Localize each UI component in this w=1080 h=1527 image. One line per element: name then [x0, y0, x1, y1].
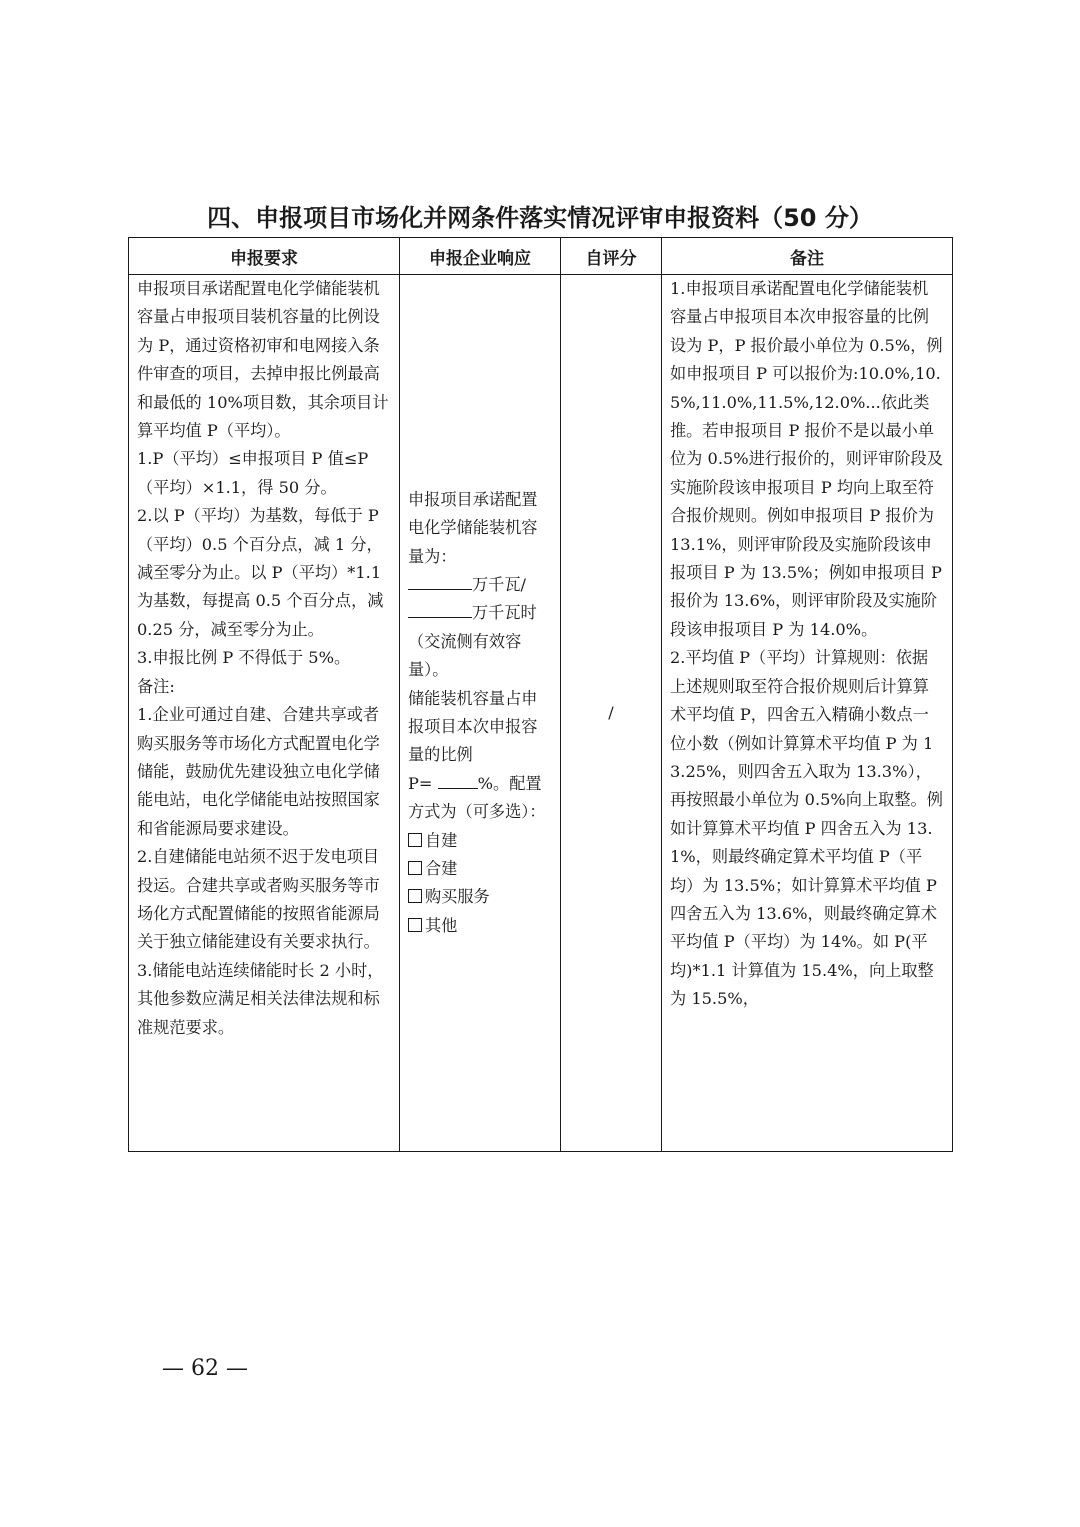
- option-label: 合建: [425, 859, 458, 879]
- p-blank[interactable]: [438, 770, 478, 789]
- header-self-score: 自评分: [561, 238, 662, 275]
- option-joint-build[interactable]: [408, 855, 552, 883]
- checkbox-icon[interactable]: [408, 833, 422, 847]
- option-other[interactable]: [408, 912, 552, 940]
- unit-power: 万千瓦/: [472, 574, 527, 594]
- option-label: 其他: [425, 915, 458, 935]
- ratio-text: 储能装机容量占申报项目本次申报容量的比例: [408, 688, 538, 765]
- header-notes: 备注: [662, 238, 953, 275]
- requirement-text: 2.以 P（平均）为基数，每低于 P（平均）0.5 个百分点，减 1 分，减至零分为止。以 P（平均）*1.1 为基数，每提高 0.5 个百分点，减 0.25 分，减至零分为止。: [137, 506, 384, 639]
- capacity-power-blank[interactable]: [408, 571, 472, 590]
- capacity-power-line: [408, 571, 552, 599]
- requirement-text: 申报项目承诺配置电化学储能装机容量占申报项目装机容量的比例设为 P，通过资格初审和电网接入条件审查的项目，去掉申报比例最高和最低的 10%项目数，其余项目计算平均值 P（平均）。: [137, 279, 389, 441]
- p-suffix: %。配置方式为（可多选）：: [408, 773, 546, 822]
- requirement-remark-label: 备注:: [137, 676, 175, 696]
- response-intro: 申报项目承诺配置电化学储能装机容量为：: [408, 489, 538, 566]
- capacity-energy-line: [408, 599, 552, 627]
- p-label: P=: [408, 773, 433, 793]
- option-label: 自建: [425, 830, 458, 850]
- requirements-cell: [129, 275, 400, 1152]
- section-title: 四、申报项目市场化并网条件落实情况评审申报资料（50 分）: [207, 204, 873, 232]
- requirement-text: 1.企业可通过自建、合建共享或者购买服务等市场化方式配置电化学储能，鼓励优先建设独立电化学储能电站，电化学储能电站按照国家和省能源局要求建设。: [137, 705, 380, 838]
- notes-cell: [662, 275, 953, 1152]
- option-purchase-service[interactable]: [408, 883, 552, 911]
- table-row: [129, 275, 953, 1152]
- requirement-text: 2.自建储能电站须不迟于发电项目投运。合建共享或者购买服务等市场化方式配置储能的按照省能源局关于独立储能建设有关要求执行。: [137, 847, 380, 952]
- checkbox-icon[interactable]: [408, 918, 422, 932]
- header-response: 申报企业响应: [400, 238, 561, 275]
- requirement-text: 1.P（平均）≤申报项目 P 值≤P（平均）×1.1，得 50 分。: [137, 449, 369, 497]
- requirement-text: 3.储能电站连续储能时长 2 小时，其他参数应满足相关法律法规和标准规范要求。: [137, 960, 384, 1037]
- capacity-energy-blank[interactable]: [408, 599, 472, 618]
- note-text: 2.平均值 P（平均）计算规则：依据上述规则取至符合报价规则后计算算术平均值 P，四舍五入精确小数点一位小数（例如计算算术平均值 P 为 13.25%，则四舍五入取为 13.3%），再按照最小单位为 0.5%向上取整。例如计算算术平均值 P 四舍五入为 13.1%，则最终确定算术平均值 P（平均）为 13.5%；如计算算术平均值 P 四舍五入为 13.6%，则最终确定算术平均值 P（平均）为 14%。如 P(平均)*1.1 计算值为 15.4%，向上取整为 15.5%，: [670, 648, 943, 1009]
- requirement-text: 3.申报比例 P 不得低于 5%。: [137, 648, 351, 668]
- option-self-build[interactable]: [408, 827, 552, 855]
- ratio-line: [408, 770, 552, 827]
- page-number: — 62 —: [162, 1356, 248, 1381]
- checkbox-icon[interactable]: [408, 861, 422, 875]
- unit-energy: 万千瓦时: [472, 603, 537, 623]
- ac-capacity-note: （交流侧有效容量）。: [408, 631, 522, 680]
- table-header-row: [129, 238, 953, 275]
- self-score-cell: /: [561, 275, 662, 1152]
- header-requirements: 申报要求: [129, 238, 400, 275]
- checkbox-icon[interactable]: [408, 889, 422, 903]
- option-label: 购买服务: [425, 887, 490, 907]
- note-text: 1.申报项目承诺配置电化学储能装机容量占申报项目本次申报容量的比例设为 P，P 报价最小单位为 0.5%，例如申报项目 P 可以报价为:10.0%,10.5%,11.0%,11.5%,12.0%...依此类推。若申报项目 P 报价不是以最小单位为 0.5%进行报价的，则评审阶段及实施阶段该申报项目 P 均向上取至符合报价规则。例如申报项目 P 报价为 13.1%，则评审阶段及实施阶段该申报项目 P 为 13.5%；例如申报项目 P 报价为 13.6%，则评审阶段及实施阶段该申报项目 P 为 14.0%。: [670, 279, 943, 639]
- response-cell: [400, 275, 561, 1152]
- review-table: [128, 237, 953, 1152]
